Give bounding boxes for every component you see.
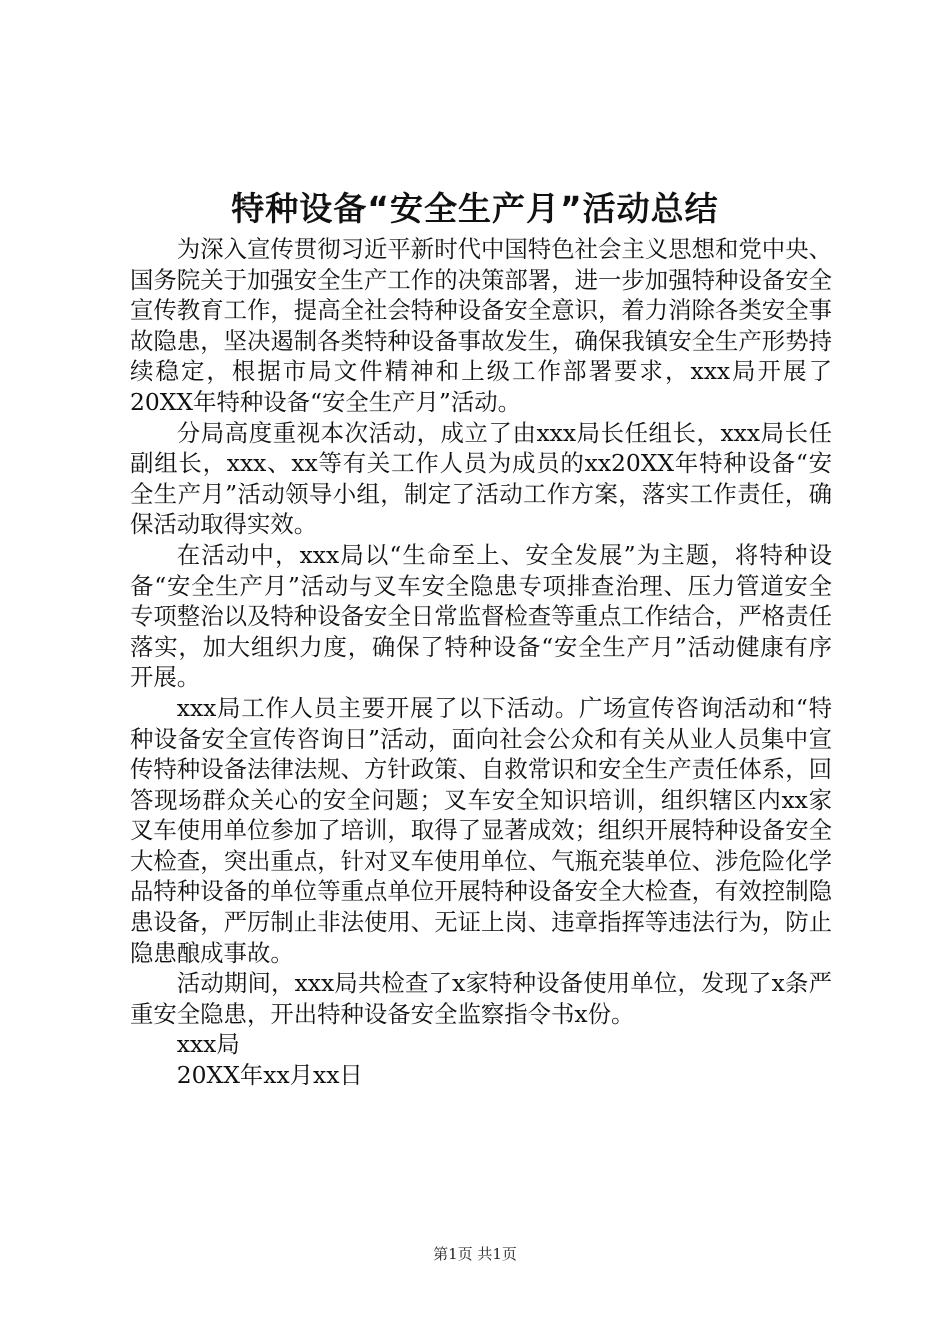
paragraph-organization: 分局高度重视本次活动，成立了由xxx局长任组长，xxx局长任副组长，xxx、xx等有关工作人员为成员的xx20XX年特种设备“安全生产月”活动领导小组，制定了活动工作方案，落实工作责任，确保活动取得实效。 xyxy=(130,418,832,539)
signature-org: xxx局 xyxy=(176,1030,240,1059)
page-footer: 第1页 共1页 xyxy=(433,1245,517,1263)
paragraph-results: 活动期间，xxx局共检查了x家特种设备使用单位，发现了x条严重安全隐患，开出特种设备安全监察指令书x份。 xyxy=(130,969,832,1028)
document-title: 特种设备“安全生产月”活动总结 xyxy=(231,189,719,228)
signature-date: 20XX年xx月xx日 xyxy=(176,1061,363,1090)
paragraph-intro: 为深入宣传贯彻习近平新时代中国特色社会主义思想和党中央、国务院关于加强安全生产工作的决策部署，进一步加强特种设备安全宣传教育工作，提高全社会特种设备安全意识，着力消除各类安全事故隐患，坚决遏制各类特种设备事故发生，确保我镇安全生产形势持续稳定，根据市局文件精神和上级工作部署要求，xxx局开展了20XX年特种设备“安全生产月”活动。 xyxy=(130,235,832,416)
paragraph-activities: xxx局工作人员主要开展了以下活动。广场宣传咨询活动和“特种设备安全宣传咨询日”活动，面向社会公众和有关从业人员集中宣传特种设备法律法规、方针政策、自救常识和安全生产责任体系，回答现场群众关心的安全问题；叉车安全知识培训，组织辖区内xx家叉车使用单位参加了培训，取得了显著成效；组织开展特种设备安全大检查，突出重点，针对叉车使用单位、气瓶充装单位、涉危险化学品特种设备的单位等重点单位开展特种设备安全大检查，有效控制隐患设备，严厉制止非法使用、无证上岗、违章指挥等违法行为，防止隐患酿成事故。 xyxy=(130,693,832,967)
paragraph-theme: 在活动中，xxx局以“生命至上、安全发展”为主题，将特种设备“安全生产月”活动与叉车安全隐患专项排查治理、压力管道安全专项整治以及特种设备安全日常监督检查等重点工作结合，严格责任落实，加大组织力度，确保了特种设备“安全生产月”活动健康有序开展。 xyxy=(130,540,832,692)
document-body xyxy=(130,234,832,1091)
